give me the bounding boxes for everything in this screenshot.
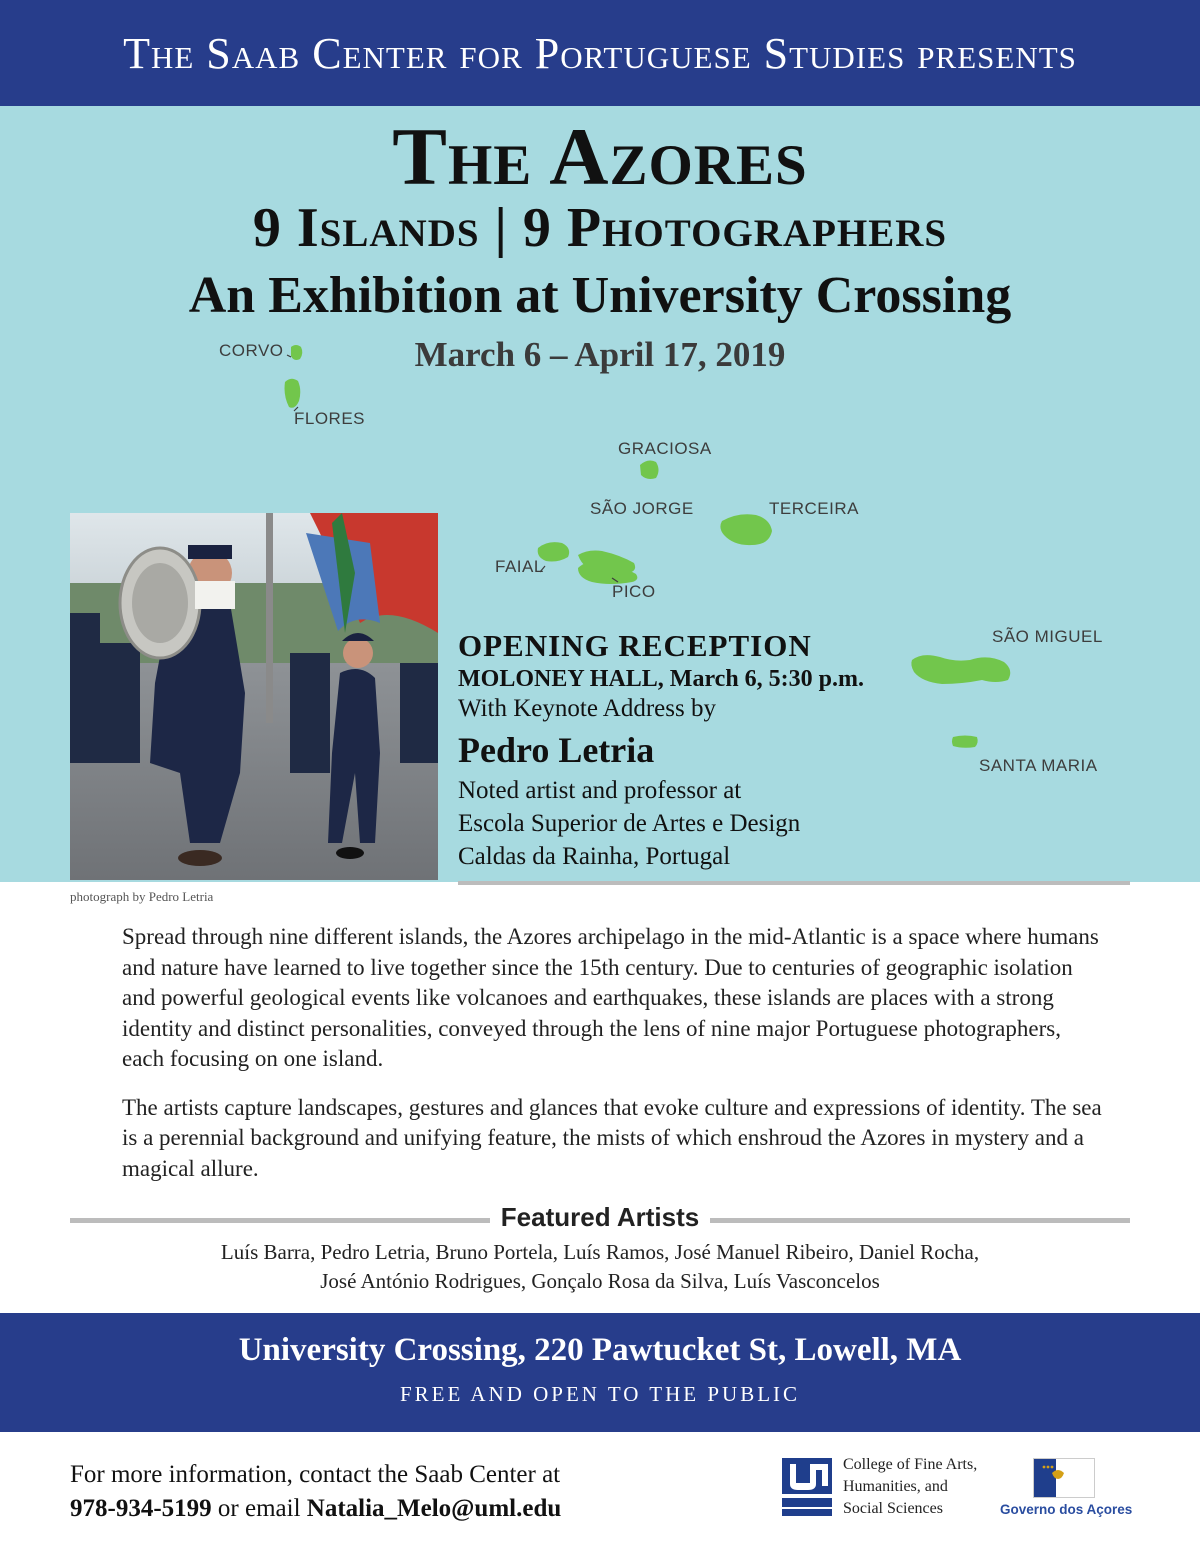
phone-number[interactable]: 978-934-5199 bbox=[70, 1495, 212, 1522]
island-terceira bbox=[720, 514, 772, 545]
island-flores bbox=[285, 379, 301, 408]
venue-address: University Crossing, 220 Pawtucket St, Lowell, MA bbox=[238, 1332, 962, 1368]
description-paragraph-2: The artists capture landscapes, gestures and glances that evoke culture and expressions of identity. The sea is a perennial background and unifying feature, the mists of which enshroud the Azores in mystery and a magical allure. bbox=[122, 1094, 1102, 1181]
governo-acores-label: Governo dos Açores bbox=[1000, 1502, 1133, 1517]
reception-place: MOLONEY HALL, March 6, 5:30 p.m. bbox=[458, 666, 864, 692]
or-email-text: or email bbox=[211, 1495, 307, 1522]
speaker-desc-3: Caldas da Rainha, Portugal bbox=[458, 843, 731, 870]
presenter-text: The Saab Center for Portuguese Studies presents bbox=[123, 28, 1077, 78]
contact-info bbox=[70, 1458, 561, 1526]
email-link[interactable]: Natalia_Melo@uml.edu bbox=[306, 1495, 562, 1522]
reception-title: OPENING RECEPTION bbox=[458, 628, 812, 663]
label-graciosa: GRACIOSA bbox=[618, 439, 712, 458]
label-corvo: CORVO bbox=[219, 341, 284, 360]
label-sao-miguel: SÃO MIGUEL bbox=[992, 627, 1103, 646]
subtitle: 9 Islands | 9 Photographers bbox=[252, 197, 948, 259]
contact-line-2 bbox=[70, 1492, 561, 1526]
island-santa-maria bbox=[952, 736, 978, 748]
main-title: The Azores bbox=[392, 111, 808, 202]
label-faial: FAIAL bbox=[495, 557, 544, 576]
contact-line-1: For more information, contact the Saab Center at bbox=[70, 1461, 561, 1488]
speaker-name: Pedro Letria bbox=[458, 730, 655, 770]
featured-heading-text: Featured Artists bbox=[495, 1202, 705, 1232]
label-terceira: TERCEIRA bbox=[769, 499, 859, 518]
event-photograph bbox=[70, 513, 438, 880]
island-graciosa bbox=[640, 461, 659, 479]
college-name bbox=[843, 1454, 977, 1520]
college-line-3: Social Sciences bbox=[843, 1500, 943, 1517]
speaker-desc-2: Escola Superior de Artes e Design bbox=[458, 810, 801, 837]
island-sao-miguel bbox=[911, 655, 1010, 684]
umass-lowell-logo bbox=[780, 1456, 840, 1518]
artist-line-2: José António Rodrigues, Gonçalo Rosa da Silva, Luís Vasconcelos bbox=[320, 1269, 880, 1293]
free-admission: FREE AND OPEN TO THE PUBLIC bbox=[399, 1382, 801, 1406]
description bbox=[122, 922, 1102, 1202]
keynote-label: With Keynote Address by bbox=[458, 695, 716, 722]
opening-reception bbox=[458, 628, 918, 873]
label-santa-maria: SANTA MARIA bbox=[979, 756, 1098, 775]
photo-caption: photograph by Pedro Letria bbox=[70, 889, 214, 904]
exhibition-dates: March 6 – April 17, 2019 bbox=[414, 335, 786, 374]
college-line-1: College of Fine Arts, bbox=[843, 1456, 978, 1473]
venue-band bbox=[0, 1313, 1200, 1432]
divider bbox=[458, 881, 1130, 885]
label-pico: PICO bbox=[612, 582, 656, 601]
artist-line-1: Luís Barra, Pedro Letria, Bruno Portela, Luís Ramos, José Manuel Ribeiro, Daniel Rocha, bbox=[220, 1240, 980, 1264]
label-sao-jorge: SÃO JORGE bbox=[590, 499, 694, 518]
azores-flag-logo bbox=[1033, 1458, 1095, 1498]
exhibition-title: An Exhibition at University Crossing bbox=[188, 267, 1012, 324]
artist-list bbox=[0, 1238, 1200, 1296]
description-paragraph-1: Spread through nine different islands, the Azores archipelago in the mid-Atlantic is a space where humans and nature have learned to live together since the 15th century. Due to centuries of geographic isolation and powerful geological events like volcanoes and earthquakes, these islands are places with a strong identity and distinct personalities, conveyed through the lens of nine major Portuguese photographers, each focusing on one island. bbox=[122, 924, 1099, 1071]
label-flores: FLORES bbox=[294, 409, 366, 428]
speaker-desc-1: Noted artist and professor at bbox=[458, 777, 742, 804]
college-line-2: Humanities, and bbox=[843, 1478, 948, 1495]
island-corvo bbox=[291, 345, 302, 360]
featured-heading bbox=[0, 1202, 1200, 1233]
